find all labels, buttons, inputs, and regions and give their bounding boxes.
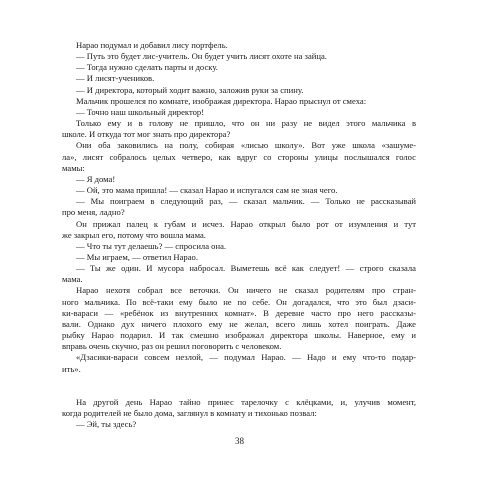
text-line: — Ты же один. И мусора набросал. Выметешь всё как следует! — строго сказала <box>76 263 416 274</box>
text-line: Нарао нехотя собрал все веточки. Он ничего не сказал родителям про стран- <box>76 285 416 296</box>
text-line: На другой день Нарао тайно принес тарелочку с клёцками, и, улучив момент, <box>76 396 416 407</box>
text-line: — Я дома! <box>76 173 116 184</box>
text-line: ла», лисят собралось целых четверо, как вдруг со стороны улицы послышался голос <box>62 151 416 162</box>
text-line: — Эй, ты здесь? <box>76 419 137 429</box>
text-line: «Дзасики-вараси совсем незлой, — подумал Нарао. — Надо и ему что-то подар- <box>76 352 416 363</box>
text-line: когда родителей не было дома, заглянул в комнату и тихонько позвал: <box>62 407 317 418</box>
text-line: — Что ты тут делаешь? — спросила она. <box>76 240 227 251</box>
text-line: — Путь это будет лис-учитель. Он будет учить лисят охоте на зайца. <box>76 51 327 62</box>
text-line: ить». <box>62 363 81 374</box>
text-line: — Мы играем, — ответил Нарао. <box>76 251 198 262</box>
text-line: Только ему и в голову не пришло, что он ни разу не видел этого мальчика в <box>76 118 416 129</box>
section-2 <box>62 397 416 430</box>
text-block <box>62 40 416 430</box>
page-number: 38 <box>235 436 244 446</box>
text-line: мамы: <box>62 162 85 173</box>
text-line: школе. И откуда тот мог знать про директора? <box>62 129 231 140</box>
text-line: Он прижал палец к губам и исчез. Нарао открыл было рот от изумления и тут <box>76 218 416 229</box>
text-line: ки-вараси — «ребёнок из внутренних комнат». В деревне часто про него рассказы- <box>62 307 416 318</box>
text-line: — Тогда нужно сделать парты и доску. <box>76 62 218 73</box>
text-line: — Точно наш школьный директор! <box>76 106 205 117</box>
text-line: ного мальчика. По всё-таки ему было не по себе. Он догадался, что это был дзаси- <box>62 296 416 307</box>
text-line: вали. Однако дух ничего плохого ему не желал, всего лишь хотел поиграть. Даже <box>62 318 416 329</box>
text-line: — И директора, который ходит важно, заложив руки за спину. <box>76 84 304 95</box>
text-line: — Мы поиграем в следующий раз, — сказал мальчик. — Только не рассказывай <box>76 196 416 207</box>
text-line: мама. <box>62 274 83 285</box>
text-line: рыбку Нарао подарил. И так смешно изображал директора школы. Наверное, ему и <box>62 330 416 341</box>
text-line: — Ой, это мама пришла! — сказал Нарао и испугался сам не зная чего. <box>76 185 338 196</box>
text-line: — И лисят-учеников. <box>76 73 155 84</box>
text-line: Мальчик прошелся по комнате, изображая директора. Нарао прыснул от смеха: <box>76 95 367 106</box>
text-line: вправь очень скучно, раз он решил поговорить с человеком. <box>62 341 282 352</box>
text-line: Они оба заковились на полу, собирая «лисью школу». Вот уже школа «зашуме- <box>76 140 416 151</box>
section-gap <box>62 375 416 397</box>
text-line: про меня, ладно? <box>62 207 125 218</box>
text-line: Нарао подумал и добавил лису портфель. <box>76 40 228 50</box>
text-line: же закрыл его, потому что вошла мама. <box>62 229 206 240</box>
section-1 <box>62 40 416 375</box>
